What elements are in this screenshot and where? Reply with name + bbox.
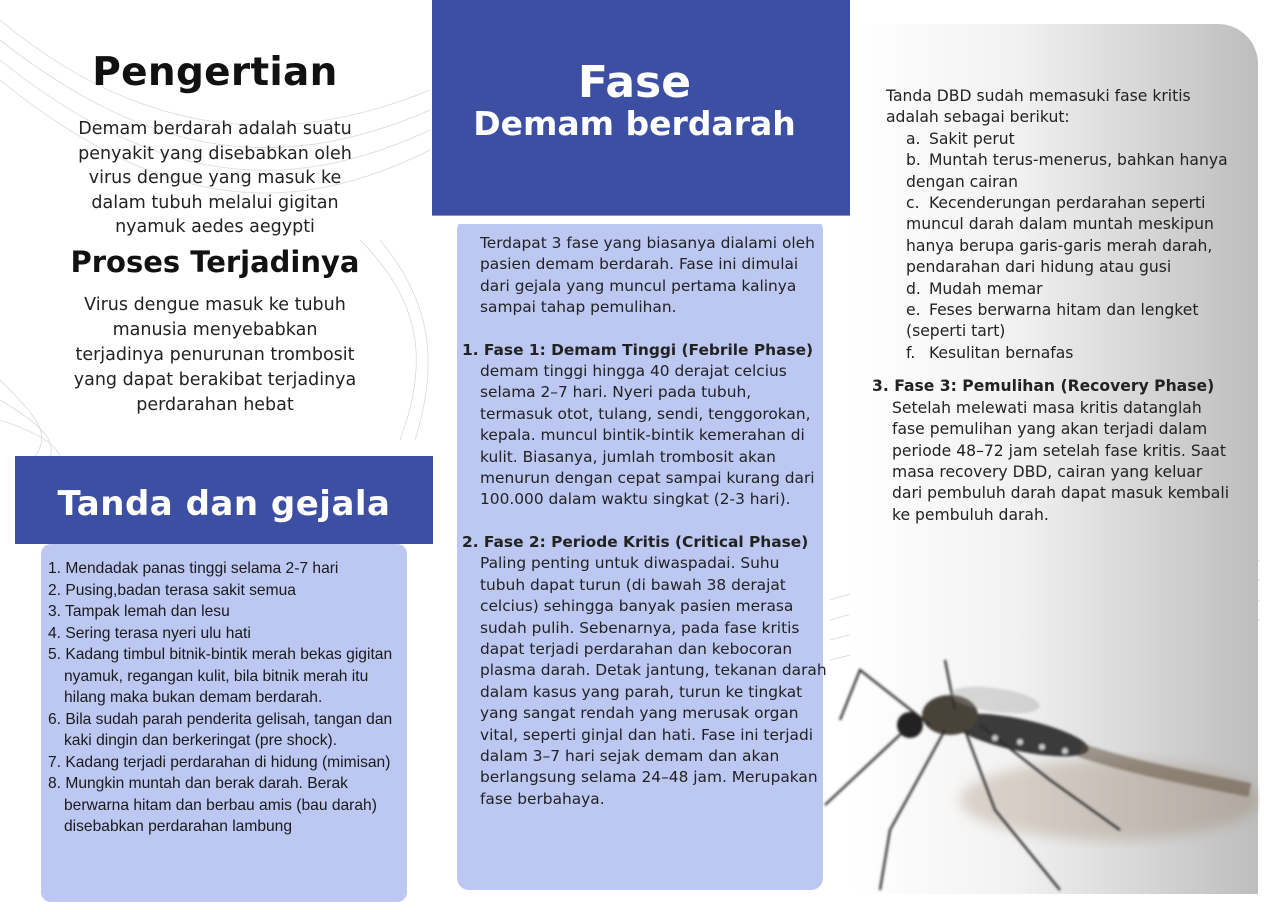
pengertian-paragraph: Demam berdarah adalah suatu penyakit yang disebabkan oleh virus dengue yang masuk ke dalam tubuh melalui gigitan nyamuk aedes aegypti: [78, 119, 352, 237]
list-item: d. Mudah memar: [906, 279, 1043, 298]
list-item: 4. Sering terasa nyeri ulu hati: [48, 624, 251, 642]
proses-heading: Proses Terjadinya: [70, 245, 360, 279]
tanda-heading: Tanda dan gejala: [57, 484, 391, 524]
list-item: 7. Kadang terjadi perdarahan di hidung (mimisan): [48, 753, 391, 771]
fase-heading: Fase: [577, 57, 692, 108]
proses-paragraph: Virus dengue masuk ke tubuh manusia menyebabkan terjadinya penurunan trombosit yang dapat berakibat terjadinya perdarahan hebat: [73, 295, 357, 415]
list-item: b. Muntah terus-menerus, bahkan hanya dengan cairan: [906, 151, 1228, 191]
phase3-body: Setelah melewati masa kritis datanglah fase pemulihan yang akan terjadi dalam periode 48–72 jam setelah fase kritis. Saat masa recovery DBD, cairan yang keluar dari pembuluh darah dapat masuk kembali ke pembuluh darah.: [892, 398, 1230, 524]
fase-intro: Terdapat 3 fase yang biasanya dialami oleh pasien demam berdarah. Fase ini dimulai dari gejala yang muncul pertama kalinya sampai tahap pemulihan.: [480, 234, 815, 317]
tanda-list: [48, 558, 406, 838]
list-item: 1. Mendadak panas tinggi selama 2-7 hari: [48, 560, 339, 577]
list-item: e. Feses berwarna hitam dan lengket (seperti tart): [906, 301, 1199, 341]
phase1-body: demam tinggi hingga 40 derajat celcius selama 2–7 hari. Nyeri pada tubuh, termasuk otot, tulang, sendi, tenggorokan, kepala. muncul bintik-bintik kemerahan di kulit. Biasanya, jumlah trombosit akan menurun dengan cepat sampai kurang dari 100.000 dalam waktu singkat (2-3 hari).: [480, 362, 815, 509]
phase2-title: 2. Fase 2: Periode Kritis (Critical Phase): [462, 532, 809, 551]
list-item: 3. Tampak lemah dan lesu: [48, 603, 230, 620]
pengertian-heading: Pengertian: [92, 50, 338, 95]
list-item: 2. Pusing,badan terasa sakit semua: [48, 581, 296, 599]
fase-content: [462, 233, 827, 810]
phase3-title: 3. Fase 3: Pemulihan (Recovery Phase): [872, 377, 1215, 396]
mosquito-illustration: [780, 630, 1260, 900]
list-item: 5. Kadang timbul bitnik-bintik merah bekas gigitan nyamuk, regangan kulit, bila bitnik merah itu hilang maka bukan demam berdarah.: [48, 646, 393, 706]
fase-subheading: Demam berdarah: [473, 104, 796, 143]
critical-signs-intro: Tanda DBD sudah memasuki fase kritis adalah sebagai berikut:: [886, 87, 1191, 127]
list-item: c. Kecenderungan perdarahan seperti muncul darah dalam muntah meskipun hanya berupa garis-garis merah darah, pendarahan dari hidung atau gusi: [906, 194, 1214, 277]
right-content: [872, 86, 1236, 526]
phase1-title: 1. Fase 1: Demam Tinggi (Febrile Phase): [462, 340, 814, 359]
list-item: 6. Bila sudah parah penderita gelisah, tangan dan kaki dingin dan berkeringat (pre shock).: [48, 710, 393, 749]
list-item: 8. Mungkin muntah dan berak darah. Berak berwarna hitam dan berbau amis (bau darah) disebabkan perdarahan lambung: [48, 775, 377, 835]
list-item: f. Kesulitan bernafas: [906, 343, 1074, 362]
phase2-body: Paling penting untuk diwaspadai. Suhu tubuh dapat turun (di bawah 38 derajat celcius) sehingga banyak pasien merasa sudah pulih. Sebenarnya, pada fase kritis dapat terjadi perdarahan dan kebocoran plasma darah. Detak jantung, tekanan darah dalam kasus yang parah, turun ke tingkat yang sangat rendah yang merusak organ vital, seperti ginjal dan hati. Fase ini terjadi dalam 3–7 hari sejak demam dan akan berlangsung selama 24–48 jam. Merupakan fase berbahaya.: [480, 554, 827, 808]
list-item: a. Sakit perut: [906, 129, 1015, 148]
